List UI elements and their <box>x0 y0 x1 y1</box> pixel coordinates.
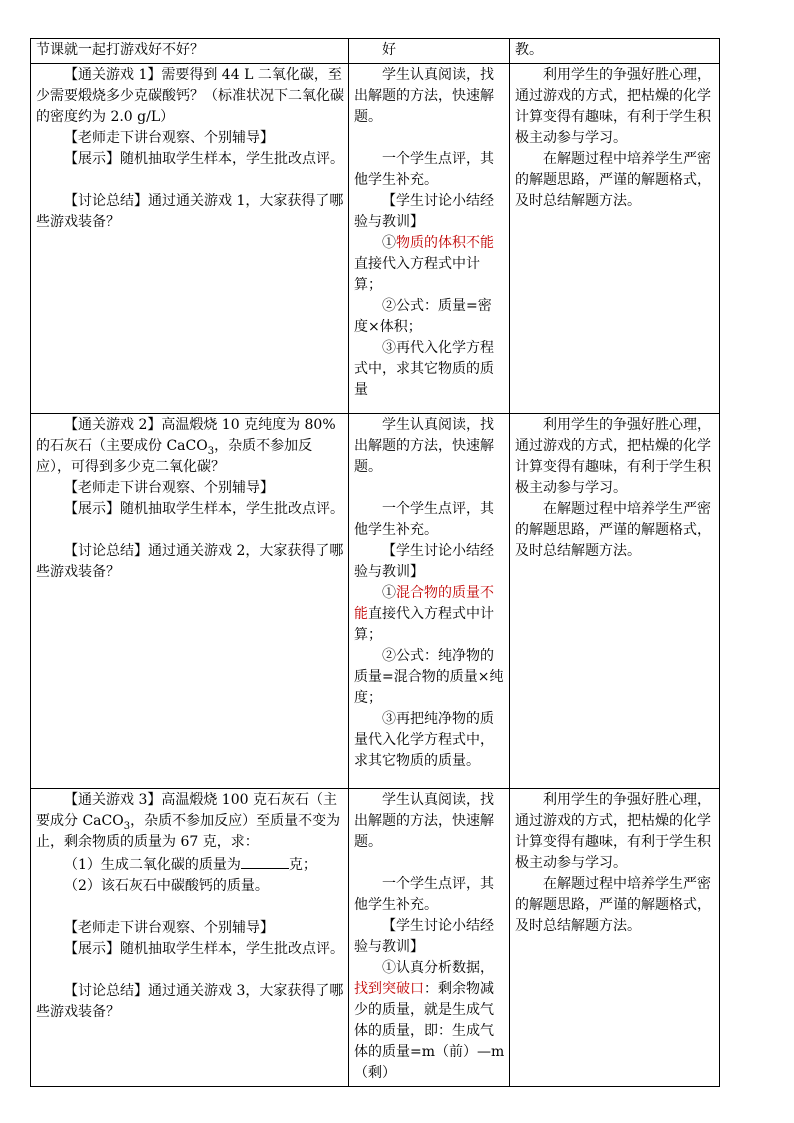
intent-1: 利用学生的争强好胜心理，通过游戏的方式，把枯燥的化学计算变得有趣味，有利于学生积极主动参与学习。 <box>515 417 711 496</box>
task-text: ，杂质不参加反应）至质量不变为止，剩余物质的质量为 67 克，求： <box>36 813 341 850</box>
show-item <box>36 499 344 520</box>
game2-row <box>31 414 720 789</box>
summary-item <box>36 191 344 233</box>
question-text: （1）生成二氧化碳的质量为 <box>64 857 241 873</box>
show-text: 随机抽取学生样本，学生批改点评。 <box>120 501 344 517</box>
show-tag: 【展示】 <box>64 941 120 957</box>
student-discuss: 【学生讨论小结经验与教训】 <box>354 543 494 580</box>
student-read: 学生认真阅读，找出解题的方法，快速解题。 <box>354 67 494 125</box>
point-text: 直接代入方程式中计算； <box>354 256 480 293</box>
summary-tag: 【讨论总结】 <box>64 983 148 999</box>
point-1 <box>354 583 505 646</box>
show-text: 随机抽取学生样本，学生批改点评。 <box>120 151 344 167</box>
student-activity-cell <box>349 414 510 789</box>
continued-text: 教。 <box>515 42 543 58</box>
design-intent-cell <box>510 414 720 789</box>
teacher-activity-cell <box>31 39 349 64</box>
student-read: 学生认真阅读，找出解题的方法，快速解题。 <box>354 792 494 850</box>
summary-text: 通过通关游戏 3，大家获得了哪些游戏装备？ <box>36 983 344 1020</box>
header-row <box>31 39 720 64</box>
student-activity-cell <box>349 39 510 64</box>
show-item <box>36 939 344 960</box>
teacher-activity-cell <box>31 789 349 1087</box>
continued-text: 节课就一起打游戏好不好？ <box>36 42 204 58</box>
game3-row <box>31 789 720 1087</box>
game3-task <box>36 790 344 853</box>
point-1 <box>354 958 505 1084</box>
point-number: ① <box>382 235 396 251</box>
highlight-text: 物质的体积不能 <box>396 235 494 251</box>
show-text: 随机抽取学生样本，学生批改点评。 <box>120 941 344 957</box>
point-2: ②公式：纯净物的质量=混合物的质量×纯度； <box>354 648 504 706</box>
student-review: 一个学生点评，其他学生补充。 <box>354 501 494 538</box>
summary-tag: 【讨论总结】 <box>64 543 148 559</box>
task-tag: 【通关游戏 3】 <box>64 792 162 808</box>
intent-1: 利用学生的争强好胜心理，通过游戏的方式，把枯燥的化学计算变得有趣味，有利于学生积极主动参与学习。 <box>515 67 711 146</box>
intent-2: 在解题过程中培养学生严密的解题思路，严谨的解题格式，及时总结解题方法。 <box>515 501 711 559</box>
teacher-activity-cell <box>31 64 349 414</box>
summary-tag: 【讨论总结】 <box>64 193 148 209</box>
student-review: 一个学生点评，其他学生补充。 <box>354 876 494 913</box>
intent-1: 利用学生的争强好胜心理，通过游戏的方式，把枯燥的化学计算变得有趣味，有利于学生积极主动参与学习。 <box>515 792 711 871</box>
task-text: 高温煅烧 10 克纯度为 80%的石灰石（主要成份 CaCO <box>36 417 336 454</box>
student-activity-cell <box>349 789 510 1087</box>
intent-2: 在解题过程中培养学生严密的解题思路，严谨的解题格式，及时总结解题方法。 <box>515 876 711 934</box>
teacher-guidance: 【老师走下讲台观察、个别辅导】 <box>64 130 274 146</box>
answer-blank <box>241 853 289 869</box>
task-text: 需要得到 44 L 二氧化碳，至少需要煅烧多少克碳酸钙？（标准状况下二氧化碳的密度约为 2.0 g/L） <box>36 67 344 125</box>
point-2: ②公式：质量=密度×体积； <box>354 298 492 335</box>
task-text: 高温煅烧 100 克石灰石（主要成分 CaCO <box>36 792 337 829</box>
question-2: （2）该石灰石中碳酸钙的质量。 <box>64 878 269 894</box>
show-tag: 【展示】 <box>64 151 120 167</box>
summary-text: 通过通关游戏 2，大家获得了哪些游戏装备？ <box>36 543 344 580</box>
point-1 <box>354 233 505 296</box>
continued-text: 好 <box>382 42 396 58</box>
intent-2: 在解题过程中培养学生严密的解题思路，严谨的解题格式，及时总结解题方法。 <box>515 151 711 209</box>
point-text: ①认真分析数据， <box>382 960 494 976</box>
task-text: ，杂质不参加反应），可得到多少克二氧化碳？ <box>36 438 313 475</box>
game2-task <box>36 415 344 478</box>
design-intent-cell <box>510 64 720 414</box>
subscript: 3 <box>207 445 215 457</box>
point-3: ③再把纯净物的质量代入化学方程式中，求其它物质的质量。 <box>354 711 494 769</box>
point-number: ① <box>382 585 396 601</box>
game1-task <box>36 65 344 128</box>
point-3: ③再代入化学方程式中，求其它物质的质量 <box>354 340 494 398</box>
lesson-plan-table <box>30 38 720 1087</box>
summary-text: 通过通关游戏 1，大家获得了哪些游戏装备？ <box>36 193 344 230</box>
task-tag: 【通关游戏 2】 <box>64 417 162 433</box>
design-intent-cell <box>510 789 720 1087</box>
highlight-text: 找到突破口 <box>354 981 424 997</box>
teacher-guidance: 【老师走下讲台观察、个别辅导】 <box>64 920 274 936</box>
student-discuss: 【学生讨论小结经验与教训】 <box>354 193 494 230</box>
summary-item <box>36 541 344 583</box>
question-unit: 克； <box>288 857 317 873</box>
highlight-text: 混合物的质量不能 <box>354 585 494 622</box>
point-text: ：剩余物减少的质量，就是生成气体的质量，即：生成气体的质量=m（前）—m（剩） <box>354 981 505 1081</box>
subscript: 3 <box>123 820 131 832</box>
show-item <box>36 149 344 170</box>
teacher-activity-cell <box>31 414 349 789</box>
question-1 <box>36 853 344 876</box>
game1-row <box>31 64 720 414</box>
task-tag: 【通关游戏 1】 <box>64 67 162 83</box>
student-discuss: 【学生讨论小结经验与教训】 <box>354 918 494 955</box>
point-text: 直接代入方程式中计算； <box>354 606 494 643</box>
teacher-guidance: 【老师走下讲台观察、个别辅导】 <box>64 480 274 496</box>
student-read: 学生认真阅读，找出解题的方法，快速解题。 <box>354 417 494 475</box>
student-review: 一个学生点评，其他学生补充。 <box>354 151 494 188</box>
design-intent-cell <box>510 39 720 64</box>
show-tag: 【展示】 <box>64 501 120 517</box>
summary-item <box>36 981 344 1023</box>
student-activity-cell <box>349 64 510 414</box>
